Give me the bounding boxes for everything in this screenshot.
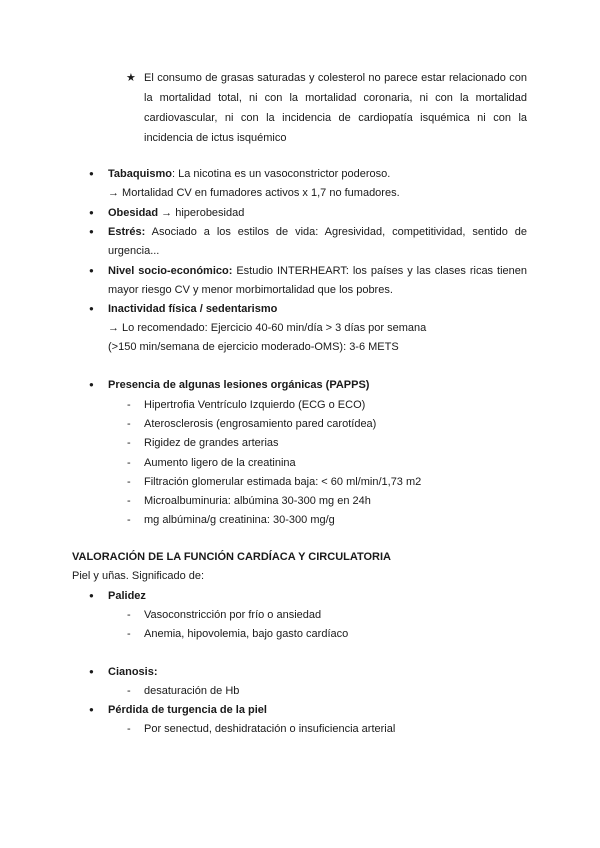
list-item-nivel (108, 264, 527, 278)
dash-icon: - (127, 437, 131, 449)
estres-line-2: urgencia... (108, 245, 160, 257)
estres-line-1: Asociado a los estilos de vida: Agresividad, competitividad, sentido de (145, 226, 527, 238)
palidez-item: Vasoconstricción por frío o ansiedad (144, 609, 322, 621)
list-item-tabaquismo (108, 167, 390, 181)
dash-icon: - (127, 476, 131, 488)
list-item-inactividad: ● Inactividad física / sedentarismo (108, 302, 277, 316)
lesion-item: Filtración glomerular estimada baja: < 60 ml/min/1,73 m2 (144, 476, 422, 488)
dash-icon: - (127, 723, 131, 735)
dash-icon: - (127, 609, 131, 621)
turgencia-item: Por senectud, deshidratación o insuficiencia arterial (144, 723, 396, 735)
tabaquismo-text: : La nicotina es un vasoconstrictor poderoso. (171, 168, 391, 180)
palidez-item: Anemia, hipovolemia, bajo gasto cardíaco (144, 628, 349, 640)
section-intro: Piel y uñas. Significado de: (72, 570, 205, 582)
dash-icon: - (127, 514, 131, 526)
star-line-1: El consumo de grasas saturadas y colesterol no parece estar relacionado con (144, 72, 527, 84)
lesion-item: Microalbuminuria: albúmina 30-300 mg en 24h (144, 495, 371, 507)
lesion-item: Aterosclerosis (engrosamiento pared carotídea) (144, 418, 377, 430)
star-line-2: la mortalidad total, ni con la mortalidad coronaria, ni con la mortalidad (144, 92, 527, 104)
cianosis-item: desaturación de Hb (144, 685, 240, 697)
star-bullet-icon: ★ (126, 72, 136, 84)
nivel-label: Nivel socio-económico: (108, 265, 233, 277)
dash-icon: - (127, 685, 131, 697)
star-line-4: incidencia de ictus isquémico (144, 132, 287, 144)
dash-icon: - (127, 399, 131, 411)
dash-icon: - (127, 628, 131, 640)
list-item-obesidad (108, 206, 244, 220)
lesion-item: Aumento ligero de la creatinina (144, 457, 296, 469)
tabaquismo-note: → Mortalidad CV en fumadores activos x 1,7 no fumadores. (108, 187, 400, 199)
inactividad-line-1: → Lo recomendado: Ejercicio 40-60 min/día > 3 días por semana (108, 322, 427, 334)
lesion-item: Rigidez de grandes arterias (144, 437, 279, 449)
nivel-line-2: mayor riesgo CV y menor morbimortalidad que los pobres. (108, 284, 393, 296)
lesion-item: mg albúmina/g creatinina: 30-300 mg/g (144, 514, 335, 526)
nivel-line-1: Estudio INTERHEART: los países y las clases ricas tienen (232, 265, 527, 277)
section-heading: VALORACIÓN DE LA FUNCIÓN CARDÍACA Y CIRCULATORIA (72, 551, 391, 563)
obesidad-label: Obesidad (108, 207, 159, 219)
tabaquismo-label: Tabaquismo (108, 168, 172, 180)
lesion-item: Hipertrofia Ventrículo Izquierdo (ECG o ECO) (144, 399, 366, 411)
dash-icon: - (127, 457, 131, 469)
star-line-3: cardiovascular, ni con la incidencia de cardiopatía isquémica ni con la (144, 112, 527, 124)
obesidad-text: → hiperobesidad (158, 207, 245, 219)
dash-icon: - (127, 495, 131, 507)
list-item-lesiones: ● Presencia de algunas lesiones orgánicas (PAPPS) (108, 378, 369, 392)
list-item-turgencia: ● Pérdida de turgencia de la piel (108, 703, 267, 717)
estres-label: Estrés: (108, 226, 146, 238)
list-item-cianosis: ● Cianosis: (108, 665, 158, 679)
list-item-palidez: ● Palidez (108, 589, 146, 603)
inactividad-line-2: (>150 min/semana de ejercicio moderado-OMS): 3-6 METS (108, 341, 399, 353)
list-item-estres (108, 225, 527, 239)
dash-icon: - (127, 418, 131, 430)
